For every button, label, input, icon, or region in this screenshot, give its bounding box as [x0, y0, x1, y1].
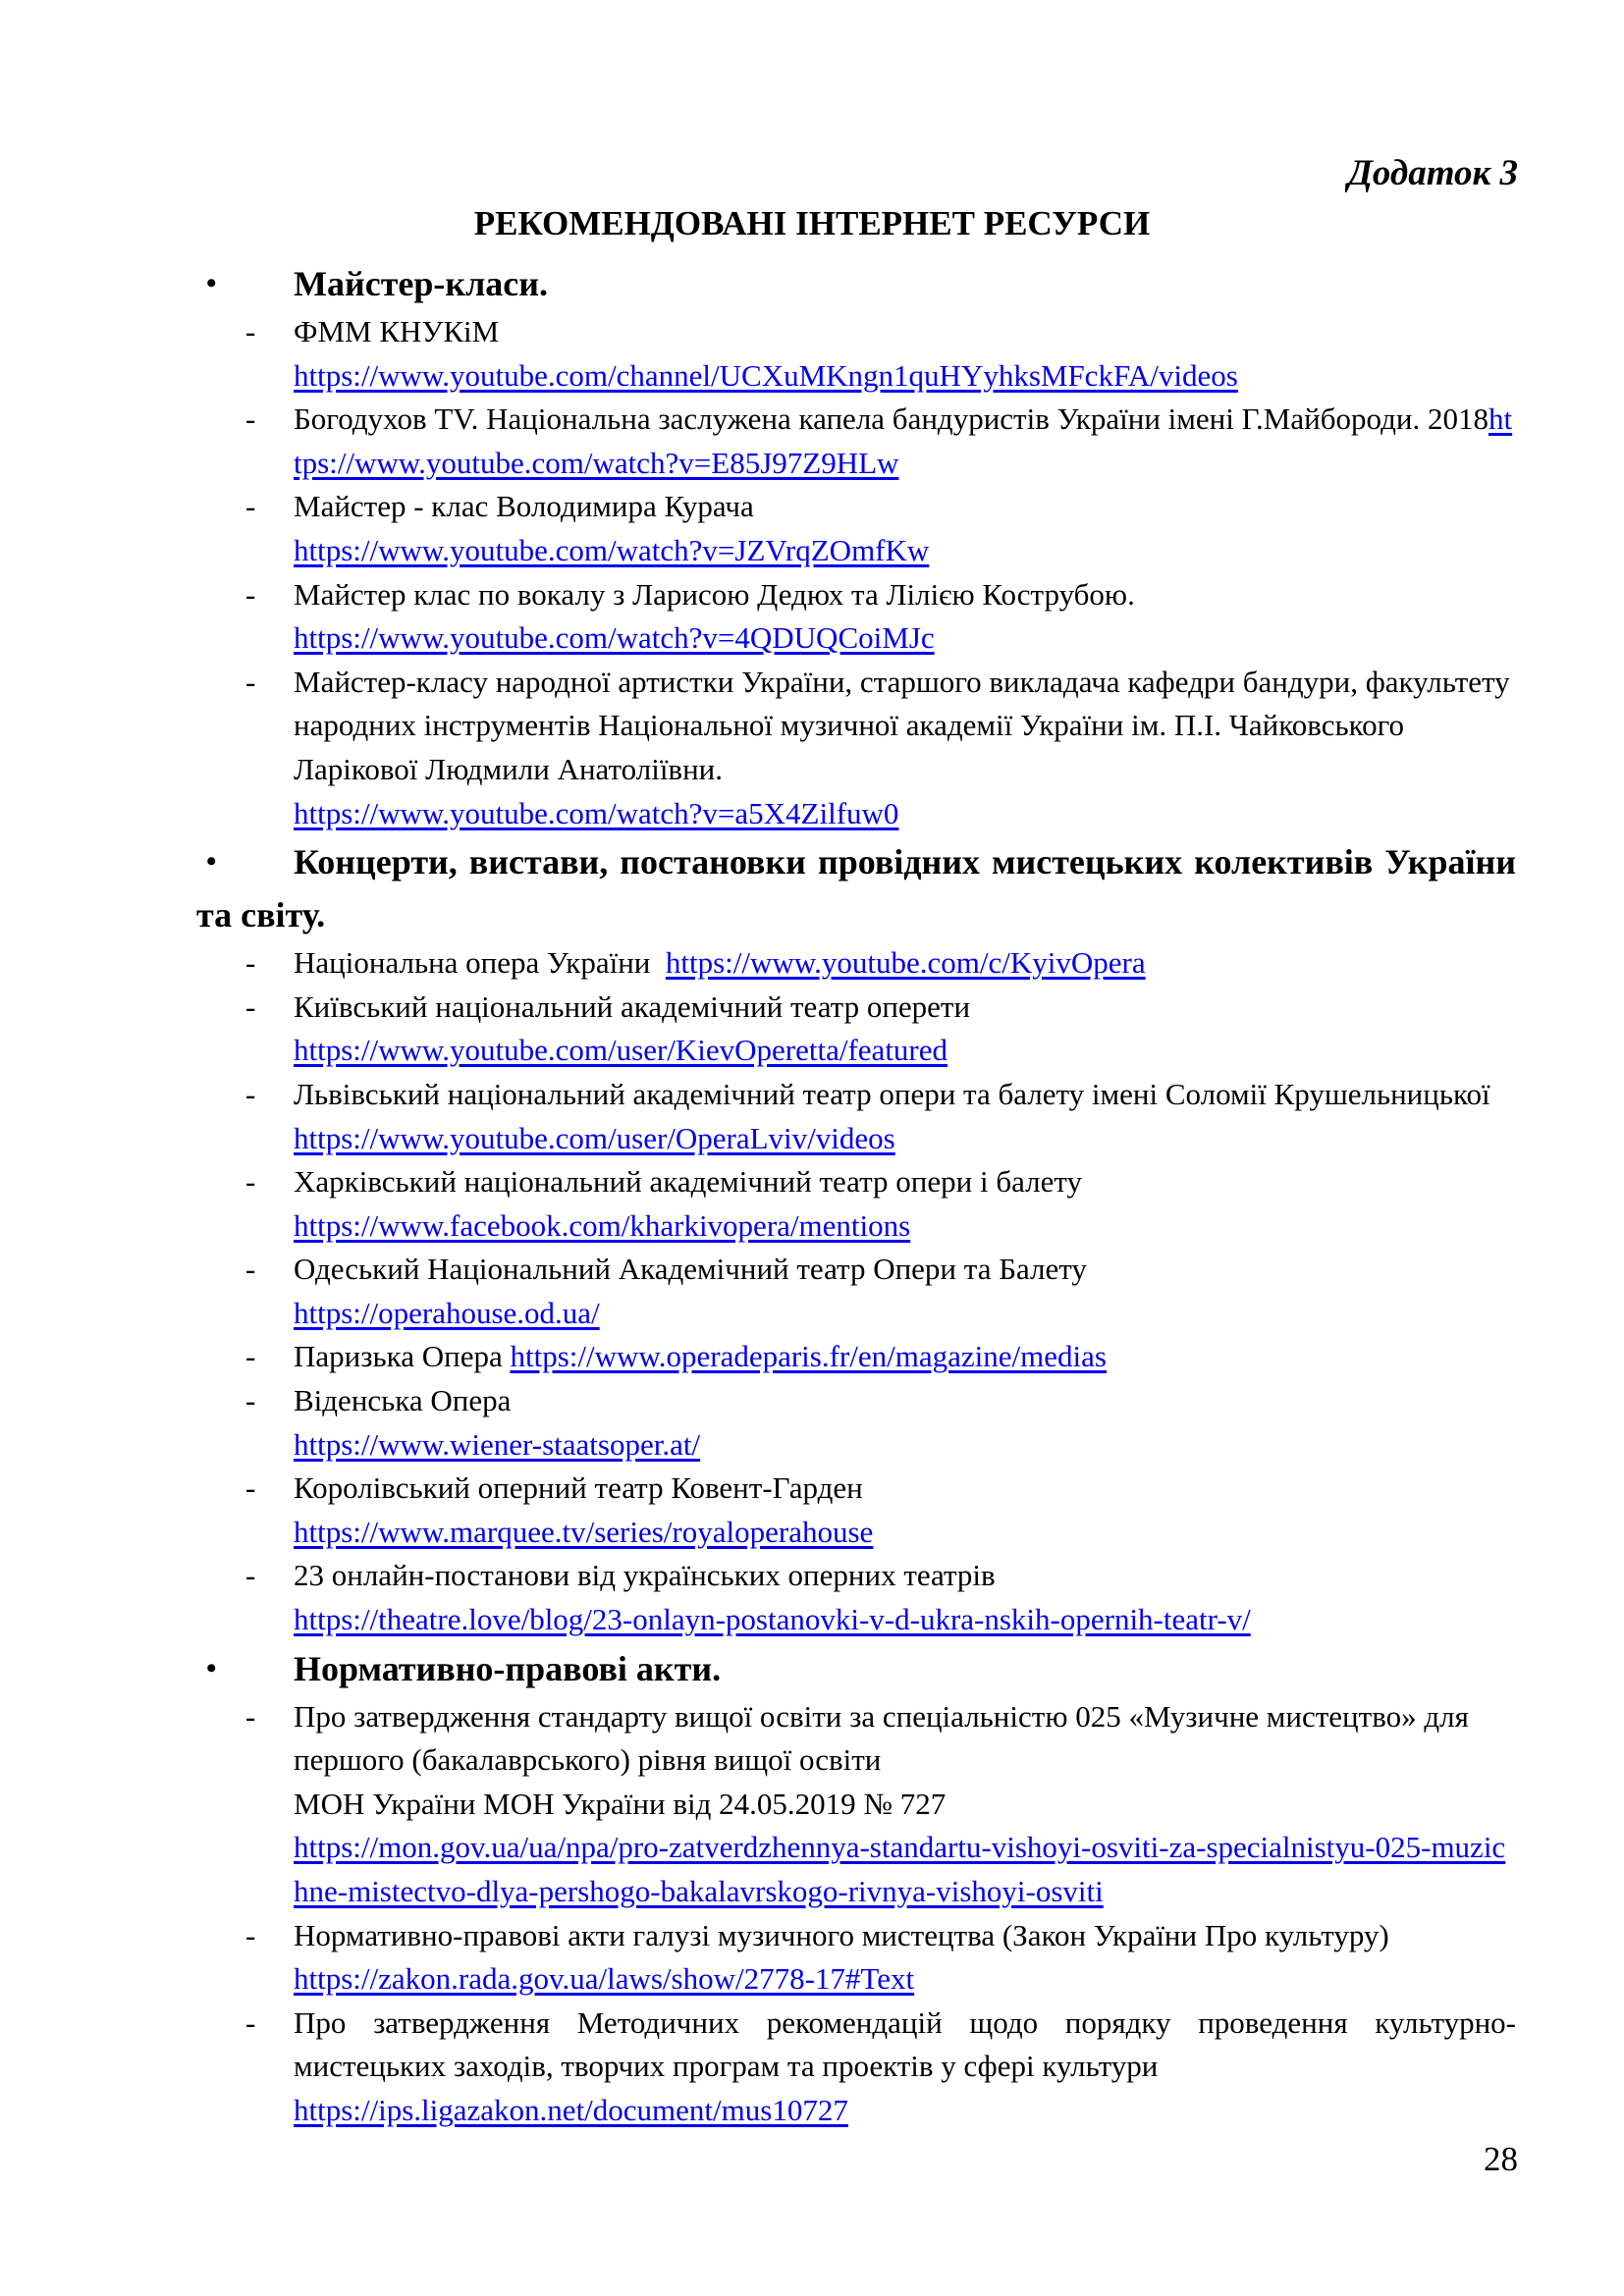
item-text: Майстер - клас Володимира Курача: [294, 489, 754, 524]
dash-icon: -: [245, 1917, 256, 1952]
bullet-icon: •: [206, 1651, 217, 1684]
list-item: [196, 941, 1516, 986]
dash-icon: -: [245, 1252, 256, 1287]
resource-link[interactable]: https://www.youtube.com/c/KyivOpera: [665, 945, 1146, 981]
item-text: Віденська Опера: [294, 1383, 512, 1418]
dash-icon: -: [245, 2004, 256, 2040]
item-text: 23 онлайн-постанови від українських оперних театрів: [294, 1558, 996, 1593]
resource-link[interactable]: https://www.youtube.com/watch?v=JZVrqZOmfKw: [294, 532, 930, 567]
resource-link[interactable]: https://www.youtube.com/user/KievOperetta/featured: [294, 1033, 948, 1068]
resource-link[interactable]: https://www.facebook.com/kharkivopera/mentions: [294, 1207, 911, 1243]
resource-link[interactable]: https://www.youtube.com/channel/UCXuMKngn1quHYyhksMFckFA/videos: [294, 357, 1238, 393]
resource-link[interactable]: https://zakon.rada.gov.ua/laws/show/2778-17#Text: [294, 1961, 915, 1997]
list-item: [196, 1914, 1516, 2002]
list-item: [196, 1248, 1516, 1335]
section-regulations: [196, 1642, 1516, 2133]
item-text: Нормативно-правові акти галузі музичного мистецтва (Закон України Про культуру): [294, 1917, 1389, 1952]
list-item: [196, 2002, 1516, 2133]
list-item: [196, 485, 1516, 572]
dash-icon: -: [245, 1076, 256, 1111]
page-number: 28: [1484, 2140, 1518, 2178]
section-heading-text: Майстер-класи.: [294, 264, 549, 303]
resource-link[interactable]: https://www.wiener-staatsoper.at/: [294, 1426, 701, 1462]
list-item: [196, 1335, 1516, 1379]
section-heading: [196, 1642, 1516, 1695]
dash-icon: -: [245, 401, 256, 437]
list-item: [196, 1695, 1516, 1914]
item-text: Королівський оперний театр Ковент-Гарден: [294, 1470, 863, 1506]
list-item: [196, 1467, 1516, 1554]
item-text: Майстер клас по вокалу з Ларисою Дедюх та Лілією Кострубою.: [294, 576, 1135, 612]
item-text-secondary: МОН України МОН України від 24.05.2019 № 727: [294, 1786, 947, 1821]
item-text: Національна опера України: [294, 945, 651, 981]
item-text: Львівський національний академічний театр опери та балету імені Соломії Крушельницької: [294, 1076, 1490, 1111]
section-heading: [196, 835, 1516, 941]
item-text: Одеський Національний Академічний театр Опери та Балету: [294, 1252, 1087, 1287]
section-heading: [196, 257, 1516, 310]
resource-list: [196, 1695, 1516, 2133]
resource-link[interactable]: https://theatre.love/blog/23-onlayn-postanovki-v-d-ukra-nskih-opernih-teatr-v/: [294, 1602, 1251, 1637]
dash-icon: -: [245, 1558, 256, 1593]
list-item: [196, 661, 1516, 835]
dash-icon: -: [245, 1164, 256, 1200]
resource-link[interactable]: https://www.operadeparis.fr/en/magazine/medias: [510, 1339, 1107, 1374]
dash-icon: -: [245, 489, 256, 524]
resource-link[interactable]: https://www.marquee.tv/series/royaloperahouse: [294, 1514, 874, 1549]
resource-link[interactable]: https://mon.gov.ua/ua/npa/pro-zatverdzhennya-standartu-vishoyi-osviti-za-specialnistyu-025-muzichne-mistectvo-dlya-pershogo-bakalavrskogo-rivnya-vishoyi-osviti: [294, 1830, 1506, 1908]
section-heading-text: Концерти, вистави, постановки провідних мистецьких колективів України та світу.: [196, 842, 1516, 935]
item-text: Про затвердження стандарту вищої освіти за спеціальністю 025 «Музичне мистецтво» для першого (бакалаврського) рівня вищої освіти: [294, 1698, 1469, 1778]
list-item: [196, 310, 1516, 398]
item-text: Богодухов TV. Національна заслужена капела бандуристів України імені Г.Майбороди. 2018: [294, 401, 1489, 437]
dash-icon: -: [245, 1470, 256, 1506]
section-heading-text: Нормативно-правові акти.: [294, 1648, 722, 1688]
item-text: Майстер-класу народної артистки України, старшого викладача кафедри бандури, факультету народних інструментів Національної музичної академії України ім. П.І. Чайковського Ларікової Людмили Анатоліївни.: [294, 664, 1510, 786]
item-text: Харківський національний академічний театр опери і балету: [294, 1164, 1082, 1200]
dash-icon: -: [245, 576, 256, 612]
item-text: Паризька Опера: [294, 1339, 503, 1374]
resource-link[interactable]: https://www.youtube.com/user/OperaLviv/videos: [294, 1120, 895, 1155]
bullet-icon: •: [206, 845, 217, 879]
list-item: [196, 986, 1516, 1073]
item-text: Київський національний академічний театр оперети: [294, 988, 971, 1024]
item-text: ФММ КНУКіМ: [294, 314, 500, 348]
dash-icon: -: [245, 664, 256, 699]
resource-link[interactable]: https://www.youtube.com/watch?v=4QDUQCoiMJc: [294, 620, 935, 656]
section-master-classes: [196, 257, 1516, 835]
list-item: [196, 1160, 1516, 1248]
list-item: [196, 1073, 1516, 1160]
resource-link[interactable]: https://www.youtube.com/watch?v=a5X4Zilfuw0: [294, 795, 899, 830]
dash-icon: -: [245, 1339, 256, 1374]
list-item: [196, 1379, 1516, 1467]
resource-link[interactable]: https://operahouse.od.ua/: [294, 1295, 600, 1330]
appendix-label: Додаток 3: [1347, 153, 1518, 193]
dash-icon: -: [245, 314, 256, 348]
page-title: РЕКОМЕНДОВАНІ ІНТЕРНЕТ РЕСУРСИ: [473, 204, 1151, 242]
list-item: [196, 1554, 1516, 1641]
item-text: Про затвердження Методичних рекомендацій щодо порядку проведення культурно-мистецьких заходів, творчих програм та проектів у сфері культури: [294, 2004, 1516, 2084]
dash-icon: -: [245, 1698, 256, 1734]
content: [196, 257, 1516, 2133]
list-item: [196, 573, 1516, 661]
dash-icon: -: [245, 1383, 256, 1418]
dash-icon: -: [245, 988, 256, 1024]
bullet-icon: •: [206, 267, 217, 299]
resource-list: [196, 310, 1516, 835]
section-concerts: [196, 835, 1516, 1642]
dash-icon: -: [245, 945, 256, 981]
resource-link[interactable]: https://www.youtube.com/watch?v=E85J97Z9HLw: [294, 401, 1513, 480]
resource-list: [196, 941, 1516, 1642]
resource-link[interactable]: https://ips.ligazakon.net/document/mus10727: [294, 2092, 848, 2127]
list-item: [196, 398, 1516, 485]
